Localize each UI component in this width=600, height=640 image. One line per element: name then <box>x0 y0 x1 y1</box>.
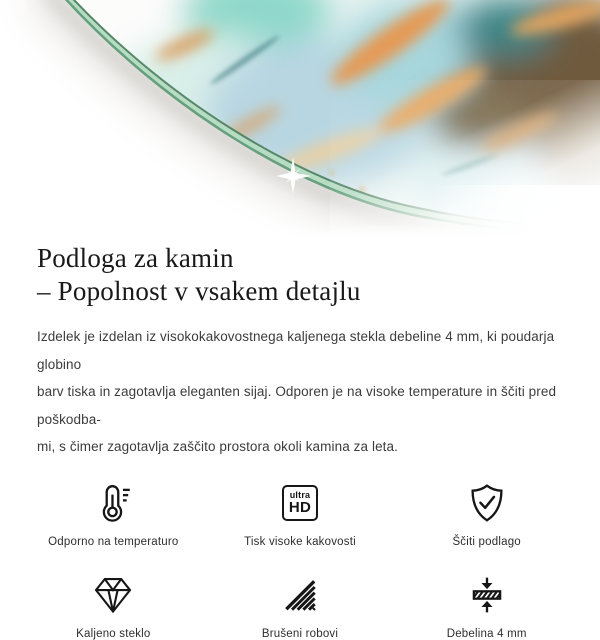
feature-protects-surface <box>393 482 580 548</box>
feature-label: Brušeni robovi <box>261 627 339 640</box>
glass-panel-illustration <box>0 0 600 238</box>
page-title <box>37 242 563 308</box>
thickness-icon <box>466 574 508 616</box>
ultra-hd-icon-text-top: ultra <box>289 489 311 500</box>
diamond-icon <box>92 574 134 616</box>
feature-tempered-glass <box>20 574 207 640</box>
feature-label: Kaljeno steklo <box>76 627 151 640</box>
beveled-edges-icon <box>279 574 321 616</box>
description-line-2: barv tiska in zagotavlja eleganten sijaj. Odporen je na visoke temperature in ščiti pred poškodba- <box>37 384 557 427</box>
features-grid <box>20 482 580 640</box>
feature-print-quality <box>207 482 394 548</box>
product-photo <box>0 0 600 238</box>
product-description <box>37 323 563 461</box>
feature-temperature-resistant <box>20 482 207 548</box>
ultra-hd-icon <box>279 482 321 524</box>
page-title-line-2: – Popolnost v vsakem detajlu <box>37 276 361 306</box>
description-line-1: Izdelek je izdelan iz visokokakovostnega kaljenega stekla debeline 4 mm, ki poudarja globino <box>37 329 555 372</box>
feature-thickness <box>393 574 580 640</box>
page-title-line-1: Podloga za kamin <box>37 243 234 273</box>
shield-check-icon <box>466 482 508 524</box>
ultra-hd-icon-text-bottom: HD <box>288 498 312 516</box>
product-text-block <box>0 242 600 640</box>
feature-label: Ščiti podlago <box>452 535 521 548</box>
feature-label: Tisk visoke kakovosti <box>244 535 356 548</box>
feature-label: Odporno na temperaturo <box>48 535 179 548</box>
feature-label: Debelina 4 mm <box>446 627 527 640</box>
feature-beveled-edges <box>207 574 394 640</box>
description-line-3: mi, s čimer zagotavlja zaščito prostora okoli kamina za leta. <box>37 439 398 454</box>
thermometer-icon <box>92 482 134 524</box>
